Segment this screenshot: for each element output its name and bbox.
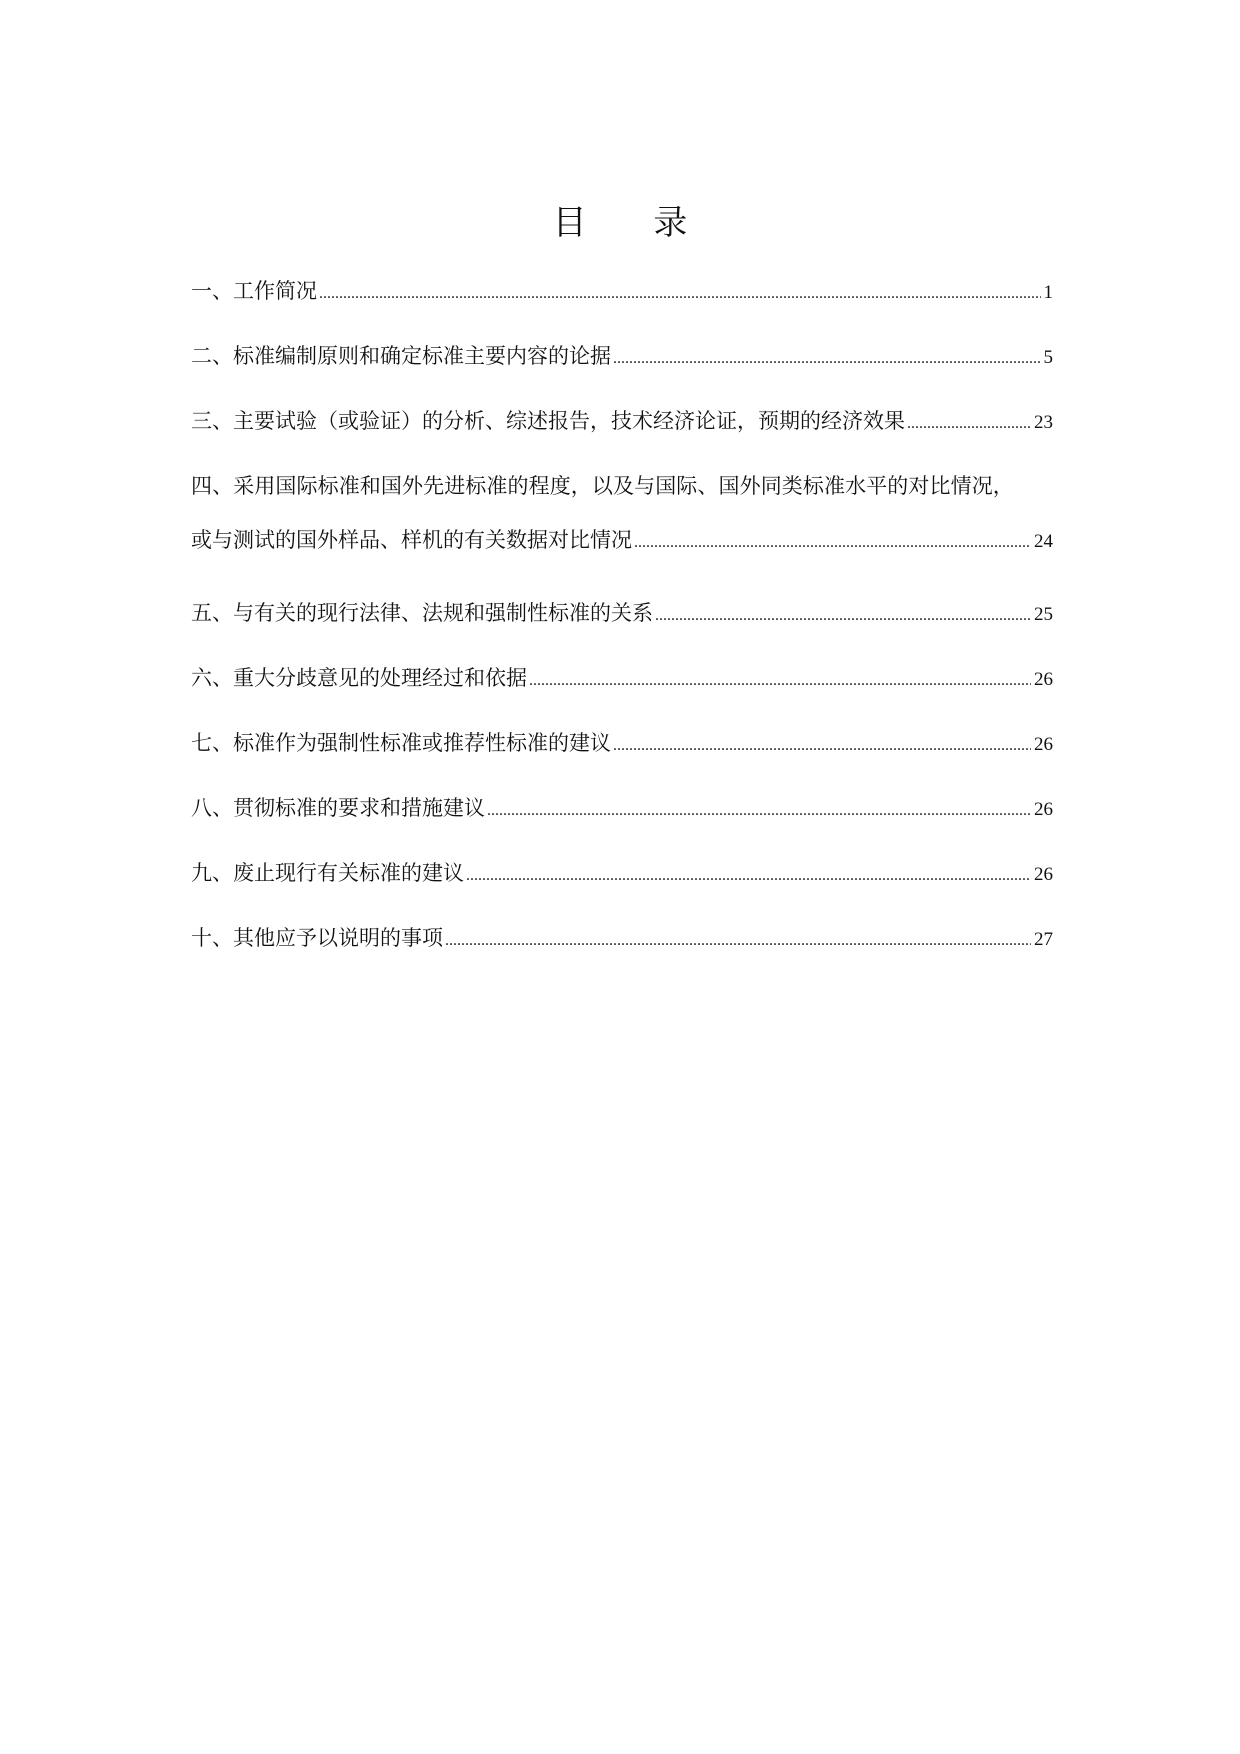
toc-entry[interactable] bbox=[191, 341, 1053, 406]
toc-entry-page: 1 bbox=[1043, 282, 1053, 303]
dot-leader bbox=[613, 344, 1041, 374]
toc-entry-page: 23 bbox=[1034, 412, 1053, 433]
toc-entry-text-line2: 或与测试的国外样品、样机的有关数据对比情况 bbox=[191, 528, 632, 552]
toc-entry-text: 六、重大分歧意见的处理经过和依据 bbox=[191, 666, 527, 690]
toc-entry-text: 五、与有关的现行法律、法规和强制性标准的关系 bbox=[191, 601, 653, 625]
dot-leader bbox=[529, 666, 1031, 696]
toc-entry-text: 三、主要试验（或验证）的分析、综述报告，技术经济论证，预期的经济效果 bbox=[191, 409, 905, 433]
toc-entry-text: 九、废止现行有关标准的建议 bbox=[191, 861, 464, 885]
toc-entry-text: 十、其他应予以说明的事项 bbox=[191, 926, 443, 950]
toc-entry[interactable] bbox=[191, 598, 1053, 663]
toc-entry-page: 27 bbox=[1034, 929, 1053, 950]
toc-entry-page: 5 bbox=[1043, 347, 1053, 368]
toc-entry[interactable] bbox=[191, 923, 1053, 988]
dot-leader bbox=[466, 861, 1031, 891]
dot-leader bbox=[319, 279, 1041, 309]
toc-entry[interactable] bbox=[191, 663, 1053, 728]
toc-entry[interactable] bbox=[191, 858, 1053, 923]
toc-entry-page: 25 bbox=[1034, 604, 1053, 625]
dot-leader bbox=[445, 926, 1031, 956]
toc-entry-page: 26 bbox=[1034, 799, 1053, 820]
dot-leader bbox=[634, 528, 1031, 558]
toc-entry-text: 七、标准作为强制性标准或推荐性标准的建议 bbox=[191, 731, 611, 755]
toc-entry-page: 24 bbox=[1034, 531, 1053, 552]
dot-leader bbox=[613, 731, 1031, 761]
toc-entry[interactable] bbox=[191, 728, 1053, 793]
toc-entry-text-line1: 四、采用国际标准和国外先进标准的程度，以及与国际、国外同类标准水平的对比情况， bbox=[191, 474, 1014, 498]
toc-entry[interactable] bbox=[191, 406, 1053, 471]
toc-title: 目 录 bbox=[552, 203, 716, 243]
dot-leader bbox=[907, 409, 1031, 439]
toc-entry-text: 一、工作简况 bbox=[191, 279, 317, 303]
toc-entry-page: 26 bbox=[1034, 864, 1053, 885]
dot-leader bbox=[487, 796, 1031, 826]
toc-entry[interactable] bbox=[191, 276, 1053, 341]
toc-entry[interactable] bbox=[191, 793, 1053, 858]
toc-entry-page: 26 bbox=[1034, 669, 1053, 690]
toc-entry-page: 26 bbox=[1034, 734, 1053, 755]
toc-entry-line2 bbox=[191, 525, 1053, 558]
toc-list bbox=[191, 276, 1053, 988]
toc-entry[interactable] bbox=[191, 471, 1053, 598]
toc-entry-text: 八、贯彻标准的要求和措施建议 bbox=[191, 796, 485, 820]
dot-leader bbox=[655, 601, 1031, 631]
toc-entry-text: 二、标准编制原则和确定标准主要内容的论据 bbox=[191, 344, 611, 368]
